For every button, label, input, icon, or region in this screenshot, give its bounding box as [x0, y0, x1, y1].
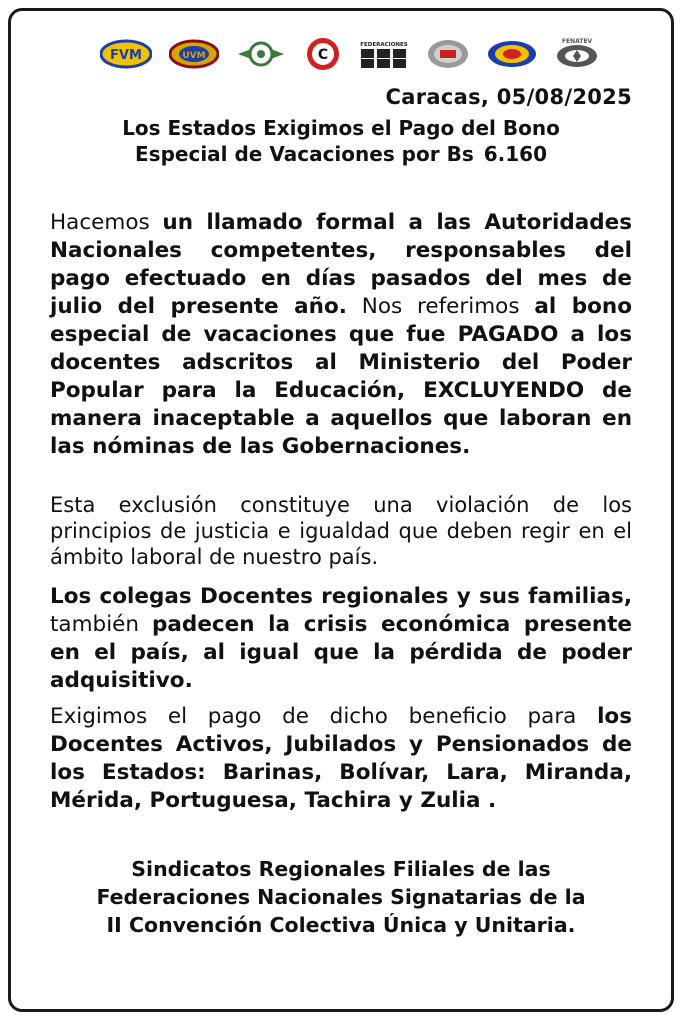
svg-text:FVM: FVM	[110, 48, 142, 63]
signature-line-1: Sindicatos Regionales Filiales de las	[131, 857, 551, 881]
signature-block	[50, 855, 632, 939]
paragraph-colleagues	[50, 583, 632, 695]
signature-line-2: Federaciones Nacionales Signatarias de la	[96, 885, 586, 909]
paragraph-demand	[50, 703, 632, 815]
title-line-2-text: Especial de Vacaciones por Bs	[135, 142, 474, 166]
letter-body	[50, 85, 632, 939]
date-line: Caracas, 05/08/2025	[385, 85, 632, 109]
logo-strip	[100, 34, 600, 74]
signature-line-3: II Convención Colectiva Única y Unitaria.	[106, 913, 576, 937]
p1-bold-2: al bono especial de vacaciones que fue PAGADO a los docentes adscritos al Ministerio del Poder Popular para la Educación, EXCLUYENDO de manera inaceptable a aquellos que laboran en las nóminas de las Gobernaciones.	[50, 294, 632, 459]
paragraph-exclusion: Esta exclusión constituye una violación de los principios de justicia e igualdad que deben regir en el ámbito laboral de nuestro país.	[50, 493, 632, 569]
paragraph-call-to-authorities	[50, 209, 632, 461]
fetrametal-logo	[169, 37, 219, 71]
fvm-logo	[100, 37, 152, 71]
title-line-1: Los Estados Exigimos el Pago del Bono	[122, 116, 560, 140]
p1-mid: Nos referimos	[346, 294, 535, 319]
document-title	[50, 115, 632, 167]
gear-logo	[426, 37, 470, 71]
p4-lead: Exigimos el pago de dicho beneficio para	[50, 704, 598, 729]
union-green-logo	[236, 37, 286, 71]
p3-bold-2: padecen la crisis económica presente en el país, al igual que la pérdida de poder adquisitivo.	[50, 612, 633, 693]
p1-lead: Hacemos	[50, 210, 163, 235]
federaciones-logo	[359, 37, 409, 71]
tricolor-logo	[487, 37, 537, 71]
p3-bold-1: Los colegas Docentes regionales y sus familias,	[50, 584, 632, 609]
fenatev-text: FENATEV	[561, 38, 593, 45]
p3-mid: también	[50, 612, 153, 637]
fenatev-logo	[554, 37, 600, 71]
title-line-2	[50, 141, 632, 167]
red-circle-logo	[303, 37, 343, 71]
bono-amount: 6.160	[483, 142, 547, 166]
federaciones-text: FEDERACIONES	[360, 42, 409, 48]
svg-text:C: C	[317, 47, 328, 63]
svg-text:UVM: UVM	[182, 51, 206, 61]
p1-bold-1: un llamado formal a las Autoridades Nacionales competentes, responsables del pago efectuado en días pasados del mes de julio del presente año.	[50, 210, 632, 319]
p4-bold: los Docentes Activos, Jubilados y Pensionados de los Estados: Barinas, Bolívar, Lara, Miranda, Mérida, Portuguesa, Tachira y Zulia .	[50, 704, 632, 813]
